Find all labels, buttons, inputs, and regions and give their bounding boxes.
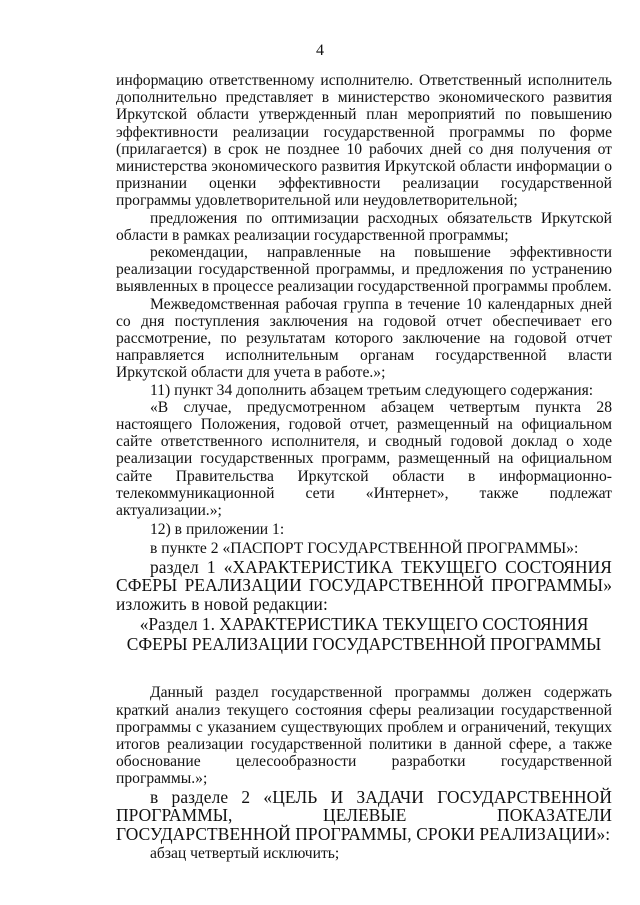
paragraph-quoted-amendment: «В случае, предусмотренном абзацем четвертым пункта 28 настоящего Положения, годовой отчет, размещенный на официальном сайте ответственного исполнителя, и сводный годовой доклад о ходе реализации государственных программ, размещенный на официальном сайте Правительства Иркутской области в информационно-телекоммуникационной сети «Интернет», также подлежат актуализации.»; [116, 398, 612, 520]
paragraph-continuation: информацию ответственному исполнителю. Ответственный исполнитель дополнительно представляет в министерство экономического развития Иркутской области утвержденный план мероприятий по повышению эффективности реализации государственной программы по форме (прилагается) в срок не позднее 10 рабочих дней со дня получения от министерства экономического развития Иркутской области информации о признании оценки эффективности реализации государственной программы удовлетворительной или неудовлетворительной; [116, 72, 612, 210]
paragraph-passport-point: в пункте 2 «ПАСПОРТ ГОСУДАРСТВЕННОЙ ПРОГРАММЫ»: [150, 540, 579, 558]
paragraph-recommendations: рекомендации, направленные на повышение эффективности реализации государственной программы, и предложения по устранению выявленных в процессе реализации государственной программы проблем. [116, 244, 612, 296]
paragraph-section-1-change: раздел 1 «ХАРАКТЕРИСТИКА ТЕКУЩЕГО СОСТОЯНИЯ СФЕРЫ РЕАЛИЗАЦИИ ГОСУДАРСТВЕННОЙ ПРОГРАММЫ» изложить в новой редакции: [116, 556, 612, 614]
paragraph-item-12: 12) в приложении 1: [150, 521, 285, 539]
paragraph-item-11: 11) пункт 34 дополнить абзацем третьим следующего содержания: [150, 381, 594, 399]
paragraph-section-2-change: в разделе 2 «ЦЕЛЬ И ЗАДАЧИ ГОСУДАРСТВЕННОЙ ПРОГРАММЫ, ЦЕЛЕВЫЕ ПОКАЗАТЕЛИ ГОСУДАРСТВЕННОЙ ПРОГРАММЫ, СРОКИ РЕАЛИЗАЦИИ»: [116, 786, 612, 844]
paragraph-section-content: Данный раздел государственной программы должен содержать краткий анализ текущего состояния сферы реализации государственной программы с указанием существующих проблем и ограничений, текущих итогов реализации государственной политики в данной сфере, а также обоснование целесообразности разработки государственной программы.»; [116, 684, 612, 788]
document-body [116, 72, 612, 863]
paragraph-exclude-abzac: абзац четвертый исключить; [150, 845, 340, 863]
page-number: 4 [316, 42, 324, 59]
paragraph-working-group: Межведомственная рабочая группа в течение 10 календарных дней со дня поступления заключения на годовой отчет обеспечивает его рассмотрение, по результатам которого заключение на годовой отчет направляется исполнительным органам государственной власти Иркутской области для учета в работе.»; [116, 295, 612, 382]
paragraph-proposals: предложения по оптимизации расходных обязательств Иркутской области в рамках реализации государственной программы; [116, 209, 612, 244]
section-heading: «Раздел 1. ХАРАКТЕРИСТИКА ТЕКУЩЕГО СОСТОЯНИЯ СФЕРЫ РЕАЛИЗАЦИИ ГОСУДАРСТВЕННОЙ ПРОГРАММЫ [126, 614, 602, 654]
